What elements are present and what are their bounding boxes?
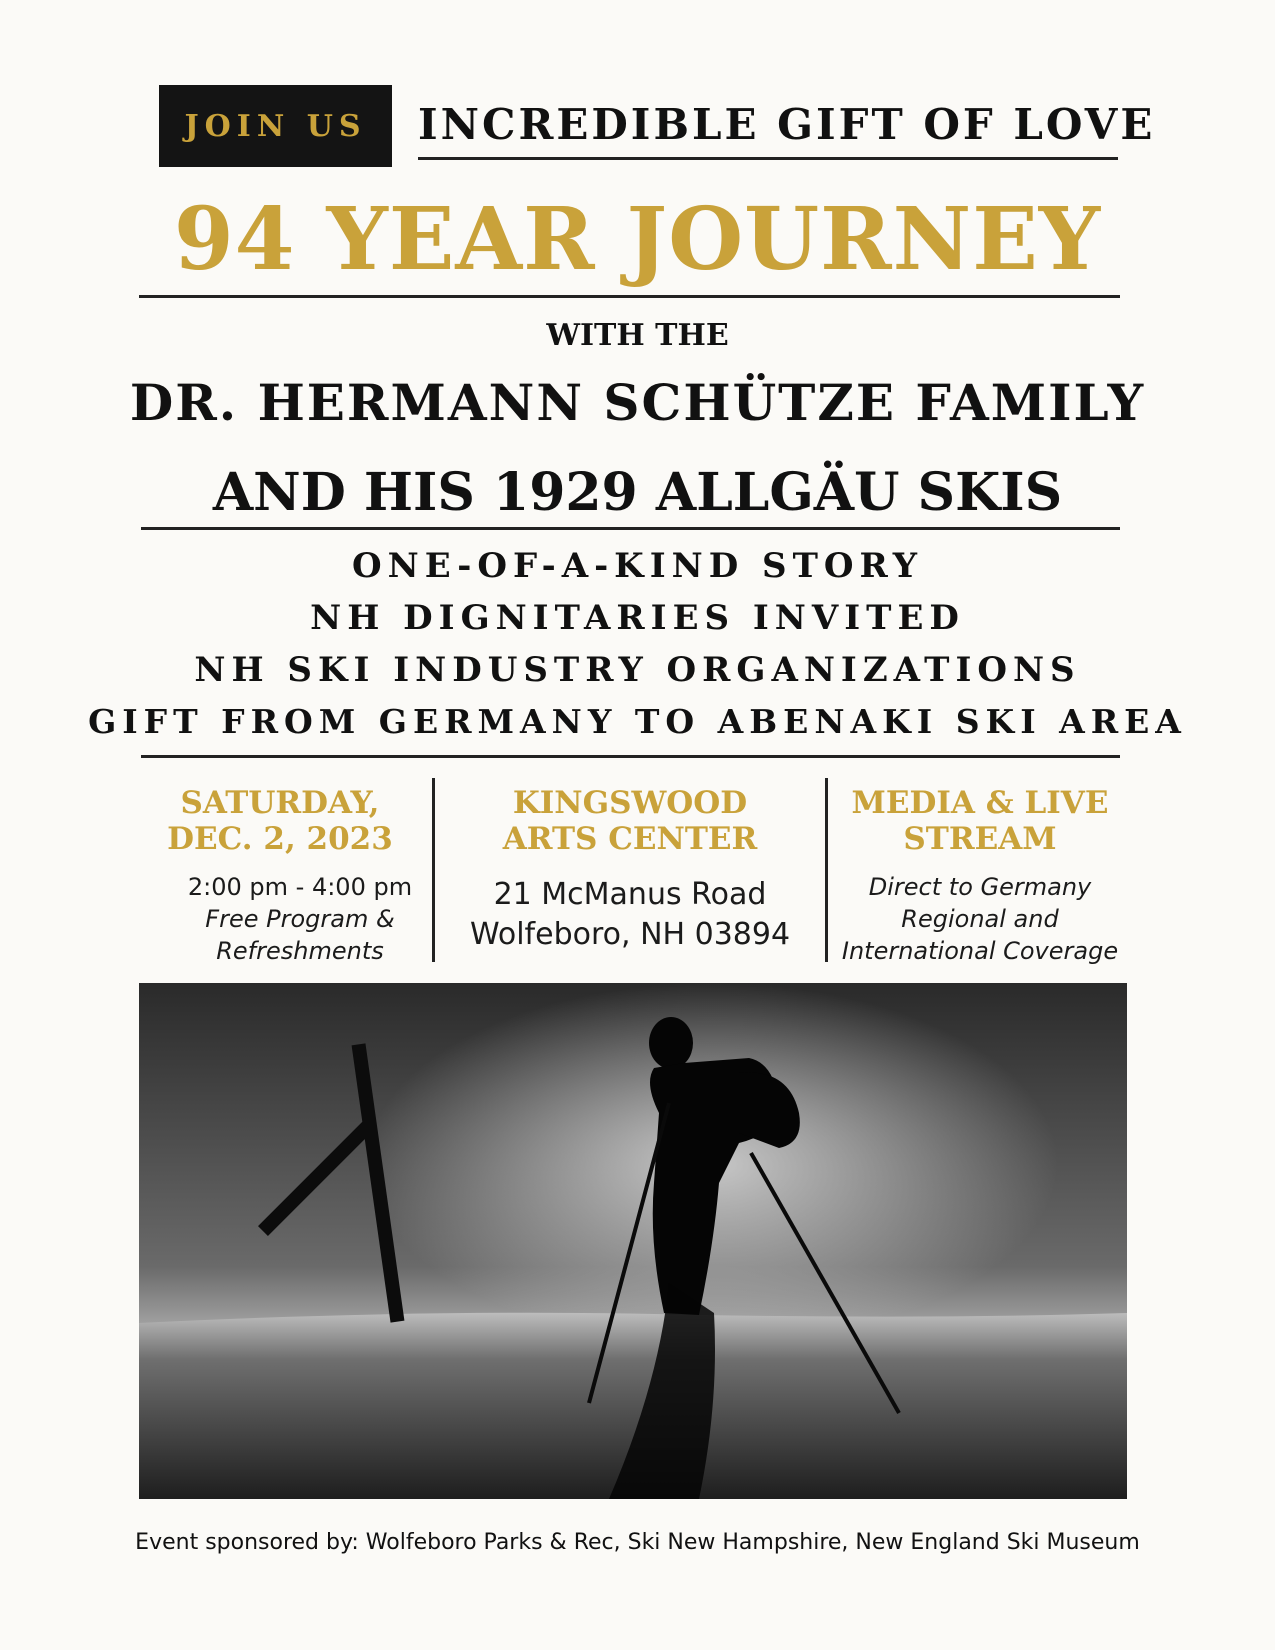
column-divider xyxy=(825,778,828,962)
date-details xyxy=(175,871,425,967)
headline: 94 YEAR JOURNEY xyxy=(173,189,1102,290)
date-heading: DEC. 2, 2023 xyxy=(167,821,393,857)
feature-line: GIFT FROM GERMANY TO ABENAKI SKI AREA xyxy=(88,702,1187,741)
tagline: INCREDIBLE GIFT OF LOVE xyxy=(418,95,1118,160)
feature-line: NH SKI INDUSTRY ORGANIZATIONS xyxy=(194,650,1081,690)
media-line: Regional and xyxy=(901,905,1059,933)
media-line: Direct to Germany xyxy=(868,873,1092,901)
divider-rule xyxy=(141,527,1120,530)
family-title: DR. HERMANN SCHÜTZE FAMILY xyxy=(129,373,1146,432)
divider-rule xyxy=(139,295,1120,298)
street-text: 21 McManus Road xyxy=(493,877,767,912)
program-text: Free Program & xyxy=(205,905,395,933)
media-details xyxy=(830,871,1130,967)
join-us-label: JOIN US xyxy=(184,108,367,144)
venue-column xyxy=(460,785,800,955)
time-text: 2:00 pm - 4:00 pm xyxy=(187,873,413,901)
column-divider xyxy=(432,778,435,962)
venue-address xyxy=(460,875,800,955)
with-the-text: WITH THE xyxy=(546,318,729,353)
venue-heading: KINGSWOOD xyxy=(512,785,748,821)
city-text: Wolfeboro, NH 03894 xyxy=(469,917,791,952)
venue-heading: ARTS CENTER xyxy=(502,821,758,857)
feature-line: NH DIGNITARIES INVITED xyxy=(310,598,965,638)
media-heading: MEDIA & LIVE xyxy=(851,785,1109,821)
media-line: International Coverage xyxy=(841,937,1119,965)
divider-rule xyxy=(141,755,1120,758)
date-heading: SATURDAY, xyxy=(180,785,380,821)
media-column xyxy=(830,785,1130,967)
skis-title: AND HIS 1929 ALLGÄU SKIS xyxy=(212,462,1063,523)
skier-photo xyxy=(139,983,1127,1499)
date-column xyxy=(135,785,425,967)
feature-line: ONE-OF-A-KIND STORY xyxy=(352,546,923,586)
refreshments-text: Refreshments xyxy=(216,937,384,965)
media-heading: STREAM xyxy=(903,821,1057,857)
join-us-badge xyxy=(159,85,392,167)
sponsor-text: Event sponsored by: Wolfeboro Parks & Rec, Ski New Hampshire, New England Ski Museum xyxy=(135,1530,1140,1555)
